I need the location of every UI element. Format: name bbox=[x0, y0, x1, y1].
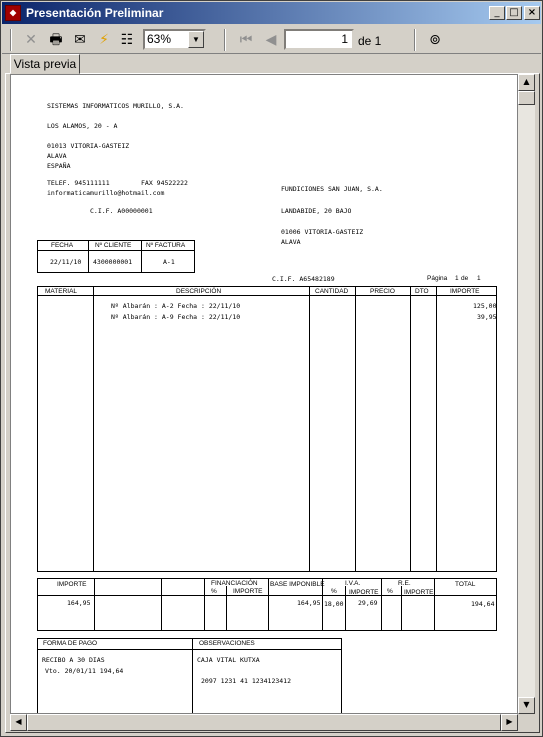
title-bar[interactable] bbox=[2, 2, 541, 24]
table-divider bbox=[204, 578, 205, 631]
company-cif: C.I.F. A00000001 bbox=[90, 207, 153, 215]
info-date: 22/11/10 bbox=[50, 258, 82, 266]
customer-cif: C.I.F. A65482189 bbox=[272, 275, 335, 283]
preview-viewport[interactable] bbox=[10, 74, 518, 714]
table-divider bbox=[93, 286, 94, 572]
cancel-icon[interactable]: ✕ bbox=[25, 32, 37, 48]
line-amount: 39,95 bbox=[477, 313, 497, 321]
prev-page-icon[interactable]: ◀ bbox=[265, 32, 277, 48]
header-material: MATERIAL bbox=[45, 288, 78, 295]
info-header-invoice: Nº FACTURA bbox=[146, 242, 186, 249]
zoom-value: 63% bbox=[147, 32, 172, 46]
page-number-input[interactable]: 1 bbox=[284, 29, 354, 50]
line-amount: 125,00 bbox=[473, 302, 497, 310]
print-icon[interactable]: 🖶 bbox=[49, 32, 63, 48]
bank-account: 2097 1231 41 1234123412 bbox=[201, 677, 292, 685]
company-address: LOS ALAMOS, 20 - A bbox=[47, 122, 118, 130]
customer-address: LANDABIDE, 20 BAJO bbox=[281, 207, 352, 215]
page-number: 1 bbox=[455, 275, 459, 282]
header-price: PRECIO bbox=[370, 288, 395, 295]
page-label: Página bbox=[427, 275, 448, 282]
totals-header-iva: I.V.A. bbox=[345, 580, 361, 587]
info-header-customer: Nº CLIENTE bbox=[95, 242, 132, 249]
footer-header-notes: OBSERVACIONES bbox=[199, 640, 255, 647]
window-title: Presentación Preliminar bbox=[26, 6, 164, 20]
customer-name: FUNDICIONES SAN JUAN, S.A. bbox=[281, 185, 383, 193]
toolbar-separator bbox=[224, 29, 226, 51]
header-discount: DTO bbox=[415, 288, 429, 295]
table-divider bbox=[226, 586, 227, 631]
company-name: SISTEMAS INFORMATICOS MURILLO, S.A. bbox=[47, 102, 184, 110]
table-divider bbox=[355, 286, 356, 572]
table-divider bbox=[37, 250, 195, 251]
table-divider bbox=[161, 578, 162, 631]
toolbar-separator bbox=[414, 29, 416, 51]
totals-table bbox=[37, 578, 497, 631]
info-invoice: A-1 bbox=[163, 258, 175, 266]
scroll-right-icon[interactable]: ▶ bbox=[501, 714, 518, 731]
table-divider bbox=[401, 586, 402, 631]
page-total: 1 bbox=[477, 275, 481, 282]
table-divider bbox=[37, 295, 497, 296]
info-customer: 4300000001 bbox=[93, 258, 133, 266]
maximize-button[interactable]: □ bbox=[506, 6, 522, 20]
bank-name: CAJA VITAL KUTXA bbox=[197, 656, 260, 664]
table-divider bbox=[37, 649, 342, 650]
table-divider bbox=[192, 638, 193, 714]
zoom-select[interactable] bbox=[143, 29, 206, 50]
scrollbar-corner bbox=[518, 714, 535, 731]
payment-method: RECIBO A 30 DIAS bbox=[42, 656, 105, 664]
totals-header-iva-importe: IMPORTE bbox=[349, 589, 379, 596]
table-divider bbox=[410, 286, 411, 572]
totals-header-re-importe: IMPORTE bbox=[404, 589, 434, 596]
first-page-icon[interactable]: ⏮ bbox=[239, 32, 253, 48]
scroll-down-icon[interactable]: ▼ bbox=[518, 697, 535, 714]
horizontal-scroll-thumb[interactable] bbox=[27, 714, 501, 731]
header-quantity: CANTIDAD bbox=[315, 288, 349, 295]
horizontal-scrollbar[interactable] bbox=[10, 714, 518, 731]
table-divider bbox=[381, 578, 382, 631]
toolbar bbox=[2, 25, 541, 54]
info-header-date: FECHA bbox=[51, 242, 74, 249]
page-count-label: de 1 bbox=[358, 34, 382, 48]
app-icon[interactable] bbox=[5, 5, 21, 21]
minimize-button[interactable]: _ bbox=[489, 6, 505, 20]
totals-header-re-pct: % bbox=[387, 588, 393, 595]
totals-header-re: R.E. bbox=[398, 580, 411, 587]
totals-header-base: BASE IMPONIBLE bbox=[270, 581, 325, 588]
table-divider bbox=[94, 578, 95, 631]
scroll-left-icon[interactable]: ◀ bbox=[10, 714, 27, 731]
vertical-scroll-thumb[interactable] bbox=[518, 91, 535, 105]
customer-province: ALAVA bbox=[281, 238, 301, 246]
table-divider bbox=[436, 286, 437, 572]
email-icon[interactable]: ✉ bbox=[74, 32, 86, 48]
outline-icon[interactable]: ☷ bbox=[120, 32, 134, 48]
totals-importe: 164,95 bbox=[67, 599, 91, 607]
lightning-icon[interactable]: ⚡ bbox=[99, 32, 109, 48]
line-description: Nº Albarán : A-9 Fecha : 22/11/10 bbox=[111, 313, 241, 321]
header-amount: IMPORTE bbox=[450, 288, 480, 295]
totals-header-iva-pct: % bbox=[331, 588, 337, 595]
totals-header-fin-importe: IMPORTE bbox=[233, 588, 263, 595]
page-de: de bbox=[461, 275, 469, 282]
table-divider bbox=[141, 240, 142, 273]
company-province: ALAVA bbox=[47, 152, 67, 160]
customer-zip-city: 01006 VITORIA-GASTEIZ bbox=[281, 228, 364, 236]
binoculars-icon[interactable]: ⊚ bbox=[429, 32, 441, 48]
totals-header-financiacion: FINANCIACIÓN bbox=[211, 580, 258, 587]
scroll-up-icon[interactable]: ▲ bbox=[518, 74, 535, 91]
tab-preview[interactable]: Vista previa bbox=[10, 54, 80, 74]
totals-header-fin-pct: % bbox=[211, 588, 217, 595]
table-divider bbox=[268, 578, 269, 631]
invoice-page bbox=[15, 80, 511, 714]
chevron-down-icon[interactable]: ▼ bbox=[188, 31, 204, 48]
totals-iva-importe: 29,69 bbox=[358, 599, 378, 607]
close-button[interactable]: × bbox=[524, 6, 540, 20]
company-country: ESPAÑA bbox=[47, 162, 71, 170]
toolbar-separator bbox=[10, 29, 12, 51]
company-zip-city: 01013 VITORIA-GASTEIZ bbox=[47, 142, 130, 150]
totals-iva-pct: 18,00 bbox=[324, 600, 344, 608]
footer-header-payment: FORMA DE PAGO bbox=[43, 640, 98, 647]
totals-header-total: TOTAL bbox=[455, 581, 476, 588]
line-description: Nº Albarán : A-2 Fecha : 22/11/10 bbox=[111, 302, 241, 310]
table-divider bbox=[309, 286, 310, 572]
vertical-scrollbar[interactable] bbox=[518, 74, 535, 714]
table-divider bbox=[345, 586, 346, 631]
table-divider bbox=[434, 578, 435, 631]
lines-table bbox=[37, 286, 497, 572]
totals-total: 194,64 bbox=[471, 600, 495, 608]
company-fax: FAX 94522222 bbox=[141, 179, 188, 187]
totals-header-importe: IMPORTE bbox=[57, 581, 87, 588]
header-description: DESCRIPCIÓN bbox=[176, 288, 222, 295]
company-email: informaticamurillo@hotmail.com bbox=[47, 189, 165, 197]
table-divider bbox=[88, 240, 89, 273]
payment-due: Vto. 20/01/11 194,64 bbox=[45, 667, 124, 675]
totals-base: 164,95 bbox=[297, 599, 321, 607]
company-phone: TELEF. 945111111 bbox=[47, 179, 110, 187]
